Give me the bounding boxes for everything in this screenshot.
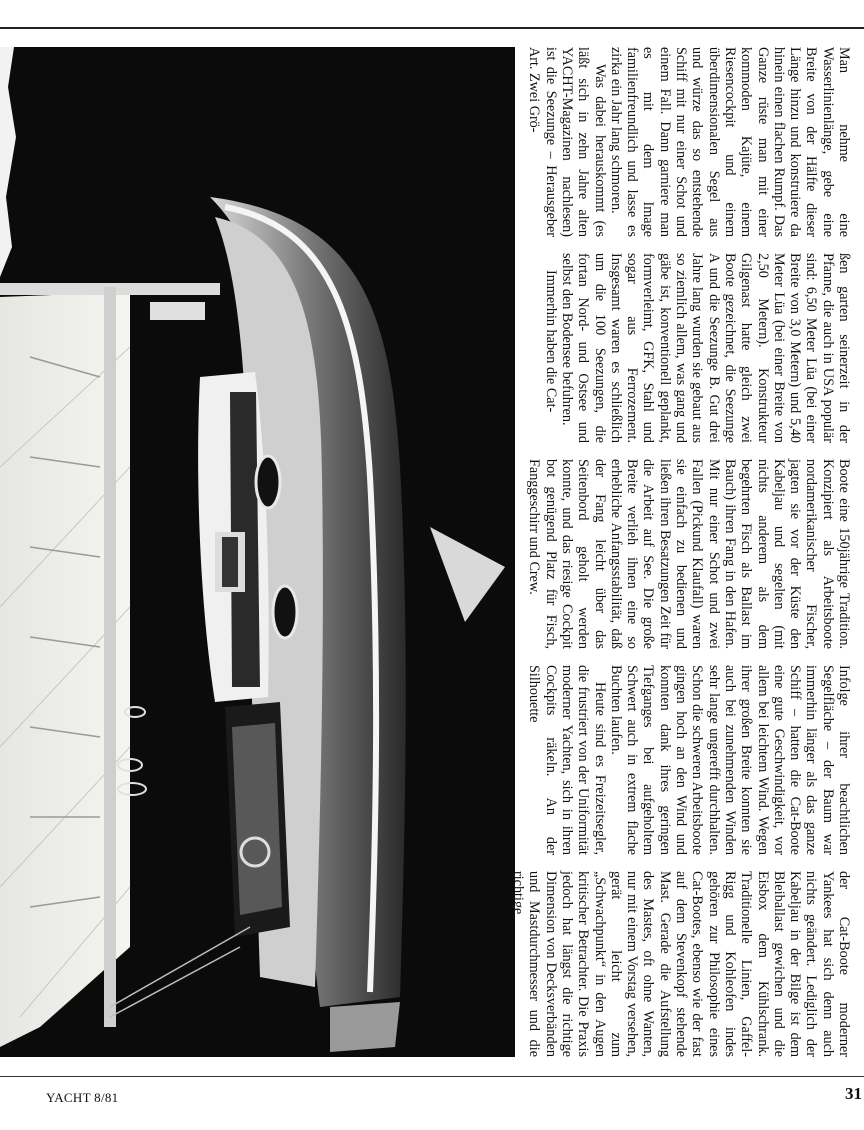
paragraph: ßen garten seinerzeit in der Pfanne, die auch in USA populär sind: 6,50 Meter Lüa (bei einer Breite von 3,0 Metern) und 5,40 Meter Lüa (bei einer Breite von 2,50 Metern). Konstrukteur Gilgenast hatte gleich zwei Boote gezeichnet, die Seezunge A und die Seezunge B. Gut drei Jahre lang wurden sie gebaut aus so ziemlich allem, was gang und gäbe ist, konventionell geplankt, formverleimt, GFK, Stahl und sogar aus Ferrozement. Insgesamt waren es schließlich um die 100 Seezungen, die fortan Nord- und Ostsee und selbst den Bodensee befuhren. xyxy=(558,253,852,443)
paragraph: Infolge ihrer beachtlichen Segelfläche – der Baum war immerhin länger als das ganze Schiff – hatten die Cat-Boote eine gute Geschwindigkeit, vor allem bei leichtem Wind. Wegen ihrer großen Breite konnten sie auch bei zunehmenden Winden sehr lange ungerefft durchhalten. Schon die schweren Arbeitsboote gingen hoch an den Wind und konnten dank ihres geringen Tiefganges bei aufgeholtem Schwert auch in extrem flache Buchten laufen. xyxy=(607,665,852,855)
page-number: 31 xyxy=(845,1084,862,1103)
paragraph: Immerhin haben die Cat- xyxy=(542,270,559,413)
paragraph: Boote eine 150jährige Tradition. Konzipiert als Arbeitsboote nordamerikanischer Fischer, jagten sie vor der Küste den Kabeljau und segelten (mit nichts anderem als dem begehrten Fisch als Ballast im Bauch) ihren Fang in den Hafen. Mit nur einer Schot und zwei Fallen (Pickund Klaufall) waren sie einfach zu bedienen und ließen ihren Besatzungen Zeit für die Arbeit auf See. Die große Breite verlieh ihnen eine so erhebliche Anfangsstabilität, daß der Fang leicht über das Seitenbord geholt werden konnte, und das riesige Cockpit bot genügend Platz für Fisch, Fanggeschirr und Crew. xyxy=(526,459,852,649)
catboat-photo xyxy=(0,47,515,1057)
paragraph: der Cat-Boote moderner Yankees hat sich denn auch nichts geändert. Lediglich der Kabeljau in der Bilge ist dem Bleiballast gewichen und die Eisbox dem Kühlschrank. Traditionelle Linien, Gaffel-Rigg und Kohleofen indes gehören zur Philosophie eines Cat-Bootes, ebenso wie der fast auf dem Stevenkopf stehende Mast. Gerade die Aufstellung des Mastes, oft ohne Wanten, nur mit einem Vorstag versehen, gerät leicht zum „Schwachpunkt“ in den Augen kritischer Betrachter. Die Praxis jedoch hat längst die richtige Dimension von Decksverbänden und Mastdurchmesser und die richtige xyxy=(510,871,852,1057)
article-column-2 xyxy=(522,253,852,443)
article-column-4 xyxy=(522,665,852,855)
catboat-photo-icon xyxy=(0,47,515,1057)
article-column-5 xyxy=(510,871,852,1057)
top-rule xyxy=(0,27,864,29)
article-column-3 xyxy=(522,459,852,649)
paragraph: Man nehme eine Wasserlinienlänge, gebe eine Breite von der Hälfte dieser Länge hinzu und konstruiere da hinein einen flachen Rumpf. Das Ganze rüste man mit einer kommoden Kajüte, einem Riesencockpit und einem überdimensionalen Segel aus und würze das so entstehende Schiff mit nur einer Schot und einem Fall. Dann garniere man es mit dem Image familienfreundlich und lasse es zirka ein Jahr lang schmoren. xyxy=(607,47,852,237)
paragraph: Heute sind es Freizeitsegler, die frustriert von der Uniformität moderner Yachten, sich in ihren Cockpits räkeln. An der Silhouette xyxy=(526,665,608,855)
article-text xyxy=(510,47,852,1057)
article-column-1 xyxy=(522,47,852,237)
paragraph: Was dabei herauskommt (es läßt sich in zehn Jahre alten YACHT-Magazinen nachlesen) ist die Seezunge – Herausgeber Art. Zwei Grö- xyxy=(526,47,608,237)
bottom-rule xyxy=(0,1076,864,1077)
magazine-issue-label: YACHT 8/81 xyxy=(46,1090,119,1105)
